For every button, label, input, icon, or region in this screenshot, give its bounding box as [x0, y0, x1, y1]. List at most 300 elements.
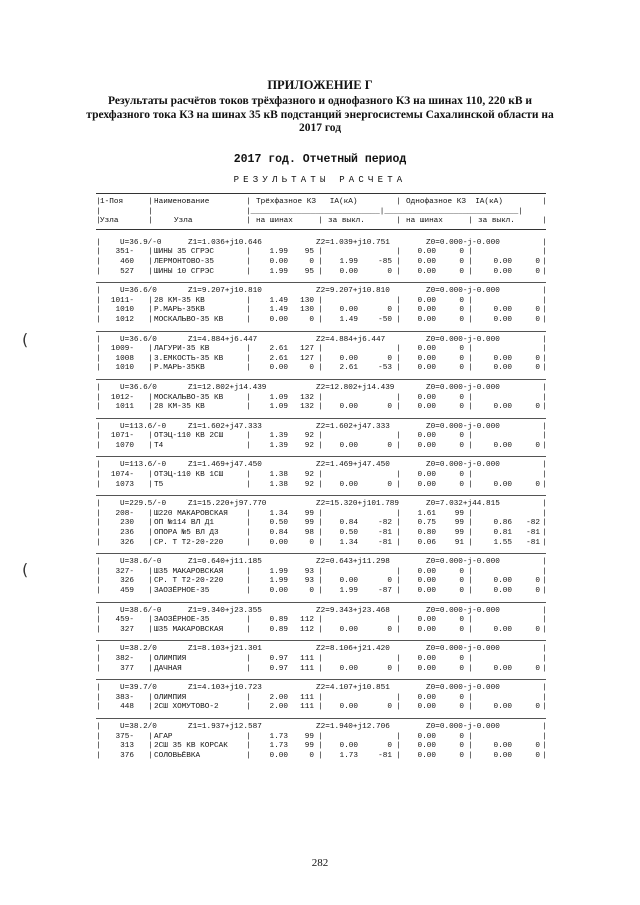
column-bar: | — [542, 509, 547, 518]
node-name: АГАР — [154, 732, 173, 741]
node-name: МОСКАЛЬВО-35 КВ — [154, 393, 224, 402]
result-block — [96, 495, 546, 548]
column-bar: | — [96, 567, 101, 576]
three-phase-bus-angle: 111 — [300, 654, 314, 663]
three-phase-bus-current: 1.99 — [269, 577, 288, 586]
node-name: Р.МАРЬ-35КВ — [154, 364, 205, 373]
node-number: 208- — [115, 509, 134, 518]
z1-value: Z1=12.802+j14.439 — [188, 383, 267, 392]
column-bar: | — [542, 461, 547, 470]
column-bar: | — [396, 403, 401, 412]
three-phase-bus-angle: 127 — [300, 354, 314, 363]
column-bar: | — [468, 509, 473, 518]
column-bar: | — [542, 654, 547, 663]
z2-value: Z2=12.802+j14.439 — [316, 383, 395, 392]
column-bar: | — [148, 538, 153, 547]
single-phase-bus-current: 0.00 — [417, 248, 436, 257]
column-bar: | — [542, 567, 547, 576]
column-bar: | — [148, 248, 153, 257]
single-phase-breaker-angle: 0 — [535, 742, 540, 751]
column-bar: | — [396, 296, 401, 305]
three-phase-breaker-current: 0.00 — [339, 703, 358, 712]
column-bar: | — [396, 751, 401, 760]
z0-value: Z0=0.000-j-0.000 — [426, 287, 500, 296]
three-phase-bus-current: 0.00 — [269, 587, 288, 595]
single-phase-bus-current: 0.00 — [417, 296, 436, 305]
three-phase-breaker-angle: 0 — [387, 354, 392, 363]
column-bar: | — [542, 587, 547, 595]
column-bar: | — [468, 315, 473, 324]
single-phase-bus-angle: 0 — [459, 403, 464, 412]
single-phase-bus-angle: 99 — [454, 529, 464, 538]
column-bar: | — [542, 471, 547, 480]
column-bar: | — [96, 703, 101, 712]
column-bar: | — [96, 393, 101, 402]
column-bar: | — [96, 742, 101, 751]
column-bar: | — [96, 529, 101, 538]
single-phase-bus-angle: 0 — [459, 693, 464, 702]
column-bar: | — [542, 315, 547, 324]
table-row — [96, 626, 546, 636]
single-phase-bus-current: 0.00 — [417, 693, 436, 702]
column-bar: | — [96, 684, 101, 693]
three-phase-breaker-current: 0.84 — [339, 519, 358, 528]
node-number: 459- — [115, 616, 134, 625]
column-bar: | — [318, 364, 323, 373]
column-bar: | — [148, 257, 153, 266]
column-bar: | — [396, 567, 401, 576]
node-name: ЗАОЗЁРНОЕ-35 — [154, 616, 210, 625]
column-bar: | — [246, 587, 251, 595]
single-phase-bus-current: 0.00 — [417, 654, 436, 663]
single-phase-breaker-current: 0.00 — [493, 480, 512, 489]
column-bar: | — [148, 664, 153, 673]
column-bar: | — [148, 432, 153, 441]
node-number: 326 — [120, 538, 134, 547]
appendix-heading: ПРИЛОЖЕНИЕ Г — [267, 78, 373, 92]
column-bar: | — [318, 732, 323, 741]
column-bar: | — [246, 751, 251, 760]
single-phase-bus-angle: 0 — [459, 654, 464, 663]
column-bar: | — [96, 383, 101, 392]
table-row — [96, 258, 546, 268]
column-bar: | — [542, 645, 547, 654]
three-phase-bus-current: 0.00 — [269, 538, 288, 547]
voltage-value: U=113.6/-0 — [120, 422, 167, 431]
node-name: Ш35 МАКАРОВСКАЯ — [154, 567, 224, 576]
column-bar: | — [246, 538, 251, 547]
single-phase-breaker-angle: 0 — [535, 354, 540, 363]
voltage-value: U=229.5/-0 — [120, 500, 167, 509]
column-bar: | — [246, 732, 251, 741]
column-bar: | — [246, 529, 251, 538]
column-bar: | — [318, 257, 323, 266]
node-name: Р.МАРЬ-35КВ — [154, 306, 205, 315]
header-three-phase: Трёхфазное КЗ IA(кА) — [256, 198, 358, 206]
column-bar: | — [396, 432, 401, 441]
single-phase-bus-current: 0.00 — [417, 364, 436, 373]
column-bar: | — [246, 616, 251, 625]
node-name: Ш220 МАКАРОВСКАЯ — [154, 509, 228, 518]
column-bar: | — [96, 606, 101, 615]
column-bar: | — [246, 354, 251, 363]
column-bar: | — [148, 345, 153, 354]
column-bar: | — [542, 296, 547, 305]
column-bar: | — [542, 354, 547, 363]
three-phase-breaker-angle: -81 — [378, 529, 392, 538]
column-bar: | — [96, 296, 101, 305]
three-phase-bus-current: 2.61 — [269, 345, 288, 354]
node-number: 1010 — [115, 364, 134, 373]
column-bar: | — [96, 577, 101, 586]
single-phase-bus-angle: 0 — [459, 306, 464, 315]
column-bar: | — [246, 693, 251, 702]
single-phase-bus-angle: 0 — [459, 432, 464, 441]
table-row — [96, 703, 546, 713]
voltage-value: U=36.6/0 — [120, 383, 157, 392]
column-bar: | — [148, 354, 153, 363]
column-bar: | — [96, 364, 101, 373]
three-phase-bus-angle: 95 — [304, 248, 314, 257]
single-phase-breaker-current: 0.00 — [493, 703, 512, 712]
column-bar: | — [468, 703, 473, 712]
z0-value: Z0=0.000-j-0.000 — [426, 461, 500, 470]
column-bar: | — [96, 335, 101, 344]
single-phase-breaker-angle: 0 — [535, 664, 540, 673]
three-phase-bus-current: 1.73 — [269, 742, 288, 751]
table-row — [96, 665, 546, 675]
column-bar: | — [148, 471, 153, 480]
three-phase-breaker-current: 0.00 — [339, 480, 358, 489]
single-phase-bus-current: 0.00 — [417, 315, 436, 324]
single-phase-bus-current: 0.00 — [417, 616, 436, 625]
column-bar: | — [318, 441, 323, 450]
node-number: 236 — [120, 529, 134, 538]
single-phase-breaker-current: 1.55 — [493, 538, 512, 547]
single-phase-breaker-current: 0.00 — [493, 751, 512, 760]
voltage-value: U=36.6/0 — [120, 335, 157, 344]
column-bar: | — [468, 306, 473, 315]
column-bar: | — [246, 567, 251, 576]
result-block — [96, 718, 546, 761]
three-phase-breaker-current: 0.50 — [339, 529, 358, 538]
z1-value: Z1=1.469+j47.450 — [188, 461, 262, 470]
block-summary-row — [96, 336, 546, 346]
three-phase-bus-angle: 92 — [304, 441, 314, 450]
column-bar: | — [148, 703, 153, 712]
column-bar: | — [542, 335, 547, 344]
z2-value: Z2=8.106+j21.420 — [316, 645, 390, 654]
node-number: 1009- — [110, 345, 134, 354]
three-phase-bus-current: 1.99 — [269, 267, 288, 276]
column-bar: | — [468, 296, 473, 305]
single-phase-breaker-current: 0.00 — [493, 625, 512, 634]
node-name: 28 КМ-35 КВ — [154, 403, 205, 412]
column-bar: | — [318, 267, 323, 276]
column-bar: | — [148, 315, 153, 324]
single-phase-breaker-angle: 0 — [535, 403, 540, 412]
three-phase-bus-current: 0.89 — [269, 625, 288, 634]
column-bar: | — [148, 403, 153, 412]
single-phase-bus-current: 0.00 — [417, 587, 436, 595]
z2-value: Z2=1.602+j47.333 — [316, 422, 390, 431]
single-phase-bus-angle: 0 — [459, 267, 464, 276]
column-bar: | — [246, 315, 251, 324]
column-bar: | — [96, 480, 101, 489]
column-bar: | — [318, 616, 323, 625]
three-phase-bus-current: 0.00 — [269, 364, 288, 373]
column-bar: | — [542, 606, 547, 615]
z2-value: Z2=0.643+j11.298 — [316, 558, 390, 567]
block-summary-row — [96, 384, 546, 394]
column-bar: | — [96, 403, 101, 412]
single-phase-bus-current: 0.00 — [417, 257, 436, 266]
column-bar: | — [468, 354, 473, 363]
node-name: ДАЧНАЯ — [154, 664, 182, 673]
node-number: 375- — [115, 732, 134, 741]
single-phase-breaker-angle: 0 — [535, 751, 540, 760]
column-bar: | — [542, 684, 547, 693]
node-name: Т5 — [154, 480, 164, 489]
z1-value: Z1=15.220+j97.770 — [188, 500, 267, 509]
header-bus-one: на шинах — [406, 217, 443, 226]
voltage-value: U=38.6/-0 — [120, 558, 162, 567]
three-phase-bus-current: 0.00 — [269, 751, 288, 760]
column-bar: | — [96, 500, 101, 509]
z0-value: Z0=7.032+j44.815 — [426, 500, 500, 509]
single-phase-bus-current: 0.06 — [417, 538, 436, 547]
column-bar: | — [542, 558, 547, 567]
column-bar: | — [246, 393, 251, 402]
single-phase-bus-angle: 0 — [459, 315, 464, 324]
column-bar: | — [246, 664, 251, 673]
node-name: Т4 — [154, 441, 164, 450]
block-summary-row — [96, 239, 546, 249]
column-bar: | — [468, 471, 473, 480]
table-row — [96, 510, 546, 520]
three-phase-bus-angle: 0 — [309, 587, 314, 595]
column-bar: | — [96, 471, 101, 480]
block-summary-row — [96, 423, 546, 433]
column-bar: | — [542, 664, 547, 673]
table-row — [96, 742, 546, 752]
block-summary-row — [96, 461, 546, 471]
three-phase-breaker-angle: -53 — [378, 364, 392, 373]
single-phase-bus-current: 0.75 — [417, 519, 436, 528]
column-bar: | — [246, 577, 251, 586]
single-phase-bus-angle: 0 — [459, 567, 464, 576]
results-table — [96, 191, 546, 761]
column-bar: | — [318, 296, 323, 305]
z0-value: Z0=0.000-j-0.000 — [426, 684, 500, 693]
voltage-value: U=36.6/0 — [120, 287, 157, 296]
header-row: | | |____________________________|_____________________________| — [96, 207, 523, 216]
column-bar: | — [468, 364, 473, 373]
three-phase-breaker-angle: -81 — [378, 751, 392, 760]
node-name: ШИНЫ 10 СГРЭС — [154, 267, 214, 276]
single-phase-breaker-angle: -81 — [526, 538, 540, 547]
voltage-value: U=36.9/-0 — [120, 238, 162, 247]
column-bar: | — [318, 519, 323, 528]
result-block — [96, 282, 546, 325]
column-bar: | — [318, 306, 323, 315]
column-bar: | — [96, 238, 101, 247]
table-row — [96, 471, 546, 481]
column-bar: | — [96, 625, 101, 634]
node-number: 1070 — [115, 441, 134, 450]
block-summary-row — [96, 723, 546, 733]
three-phase-bus-angle: 111 — [300, 693, 314, 702]
three-phase-breaker-angle: 0 — [387, 625, 392, 634]
single-phase-breaker-current: 0.00 — [493, 315, 512, 324]
three-phase-bus-current: 0.00 — [269, 315, 288, 324]
result-block — [96, 602, 546, 636]
column-bar: | — [318, 471, 323, 480]
table-rule — [96, 229, 546, 234]
node-number: 460 — [120, 257, 134, 266]
column-bar: | — [96, 558, 101, 567]
single-phase-breaker-angle: 0 — [535, 306, 540, 315]
z2-value: Z2=4.884+j6.447 — [316, 335, 386, 344]
z1-value: Z1=4.103+j10.723 — [188, 684, 262, 693]
column-bar: | — [96, 345, 101, 354]
z2-value: Z2=15.320+j101.789 — [316, 500, 400, 509]
table-row — [96, 568, 546, 578]
header-breaker-one: за выкл. — [478, 217, 515, 226]
three-phase-breaker-angle: 0 — [387, 306, 392, 315]
single-phase-bus-angle: 0 — [459, 587, 464, 595]
single-phase-bus-angle: 0 — [459, 257, 464, 266]
three-phase-breaker-angle: 0 — [387, 577, 392, 586]
column-bar: | — [396, 664, 401, 673]
single-phase-bus-angle: 0 — [459, 480, 464, 489]
node-number: 351- — [115, 248, 134, 257]
column-bar: | — [246, 257, 251, 266]
single-phase-bus-angle: 0 — [459, 393, 464, 402]
single-phase-bus-current: 0.00 — [417, 432, 436, 441]
result-block — [96, 239, 546, 277]
three-phase-bus-angle: 132 — [300, 403, 314, 412]
column-bar: | — [468, 742, 473, 751]
node-number: 313 — [120, 742, 134, 751]
column-bar: | — [318, 480, 323, 489]
column-bar: | — [96, 267, 101, 276]
column-bar: | — [396, 354, 401, 363]
single-phase-bus-angle: 0 — [459, 751, 464, 760]
column-bar: | — [96, 519, 101, 528]
column-bar: | — [542, 703, 547, 712]
result-block — [96, 679, 546, 713]
single-phase-breaker-current: 0.00 — [493, 664, 512, 673]
column-bar: | — [246, 403, 251, 412]
column-bar: | — [246, 296, 251, 305]
column-bar: | — [96, 432, 101, 441]
single-phase-breaker-current: 0.81 — [493, 529, 512, 538]
single-phase-breaker-current: 0.00 — [493, 354, 512, 363]
column-bar: | — [318, 403, 323, 412]
table-row — [96, 519, 546, 529]
node-number: 1012 — [115, 315, 134, 324]
margin-mark: ( — [22, 330, 29, 349]
single-phase-bus-current: 1.61 — [417, 509, 436, 518]
column-bar: | — [542, 364, 547, 373]
column-bar: | — [468, 403, 473, 412]
single-phase-breaker-current: 0.00 — [493, 364, 512, 373]
column-bar: | — [542, 432, 547, 441]
result-block — [96, 418, 546, 452]
column-bar: | — [246, 471, 251, 480]
single-phase-bus-current: 0.00 — [417, 567, 436, 576]
three-phase-bus-angle: 99 — [304, 732, 314, 741]
column-bar: | — [318, 354, 323, 363]
column-bar: | — [148, 267, 153, 276]
result-block — [96, 640, 546, 674]
column-bar: | — [396, 480, 401, 489]
block-summary-row — [96, 287, 546, 297]
column-bar: | — [96, 287, 101, 296]
three-phase-breaker-current: 0.00 — [339, 664, 358, 673]
single-phase-bus-current: 0.00 — [417, 267, 436, 276]
block-summary-row — [96, 607, 546, 617]
single-phase-bus-angle: 0 — [459, 742, 464, 751]
column-bar: | — [468, 654, 473, 663]
single-phase-breaker-angle: 0 — [535, 315, 540, 324]
node-name: ОТЭЦ-110 КВ 1СШ — [154, 471, 224, 480]
column-bar: | — [96, 354, 101, 363]
table-row — [96, 268, 546, 278]
column-bar: | — [542, 422, 547, 431]
single-phase-breaker-angle: -82 — [526, 519, 540, 528]
single-phase-breaker-angle: 0 — [535, 441, 540, 450]
block-summary-row — [96, 500, 546, 510]
three-phase-breaker-current: 0.00 — [339, 577, 358, 586]
single-phase-bus-current: 0.00 — [417, 480, 436, 489]
voltage-value: U=113.6/-0 — [120, 461, 167, 470]
single-phase-bus-current: 0.00 — [417, 345, 436, 354]
node-name: СР. Т Т2-20-220 — [154, 577, 224, 586]
column-bar: | — [96, 587, 101, 595]
node-name: ШИНЫ 35 СГРЭС — [154, 248, 214, 257]
column-bar: | — [148, 480, 153, 489]
header-node-sub: Узла — [100, 217, 119, 226]
column-bar: | — [148, 616, 153, 625]
table-row — [96, 539, 546, 549]
z2-value: Z2=1.039+j10.751 — [316, 238, 390, 247]
three-phase-bus-angle: 0 — [309, 315, 314, 324]
three-phase-bus-angle: 92 — [304, 480, 314, 489]
three-phase-breaker-current: 0.00 — [339, 354, 358, 363]
three-phase-breaker-angle: -50 — [378, 315, 392, 324]
voltage-value: U=38.6/-0 — [120, 606, 162, 615]
single-phase-breaker-angle: 0 — [535, 625, 540, 634]
block-summary-row — [96, 645, 546, 655]
three-phase-bus-current: 0.50 — [269, 519, 288, 528]
three-phase-bus-current: 2.00 — [269, 703, 288, 712]
block-summary-row — [96, 684, 546, 694]
column-bar: | — [318, 345, 323, 354]
column-bar: | — [96, 461, 101, 470]
column-bar: | — [246, 306, 251, 315]
column-bar: | — [542, 257, 547, 266]
three-phase-bus-angle: 132 — [300, 393, 314, 402]
single-phase-bus-angle: 0 — [459, 345, 464, 354]
node-name: ОПОРА №5 ВЛ Д3 — [154, 529, 219, 538]
column-bar: | — [396, 616, 401, 625]
column-bar: | — [468, 587, 473, 595]
z2-value: Z2=9.207+j10.810 — [316, 287, 390, 296]
column-bar: | — [542, 577, 547, 586]
single-phase-bus-current: 0.00 — [417, 577, 436, 586]
